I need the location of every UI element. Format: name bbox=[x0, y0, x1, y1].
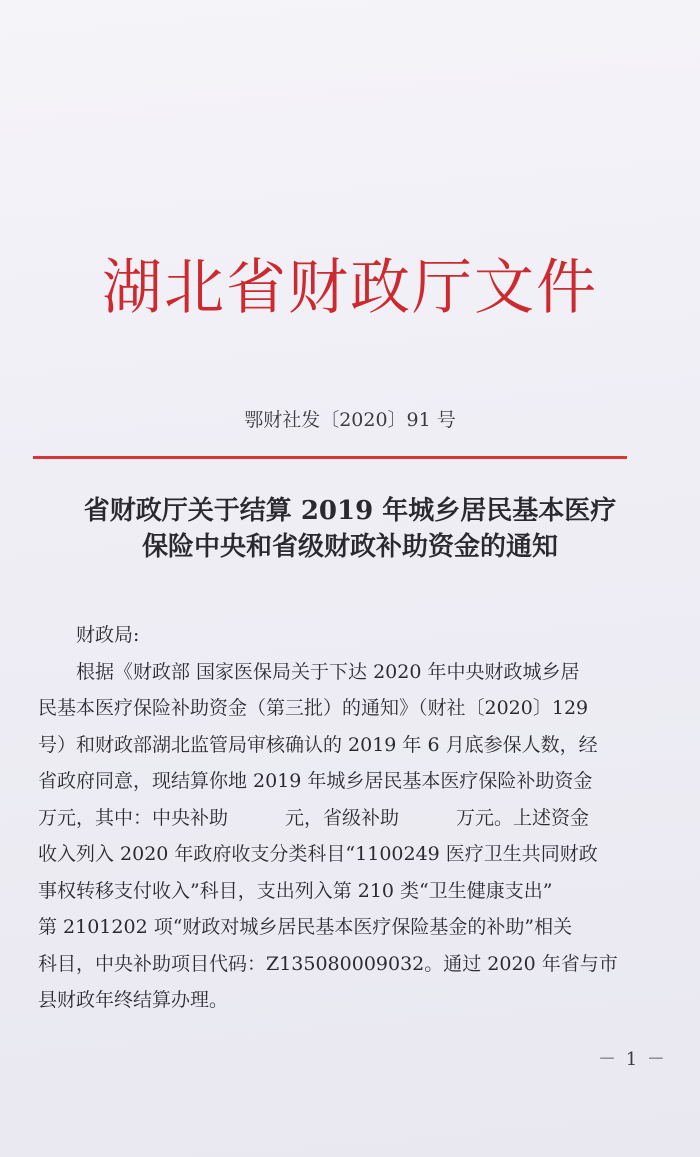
body-line: 县财政年终结算办理。 bbox=[38, 989, 229, 1011]
document-number: 鄂财社发〔2020〕91 号 bbox=[244, 409, 456, 431]
body-line: 第 2101202 项“财政对城乡居民基本医疗保险基金的补助”相关 bbox=[38, 916, 573, 938]
notice-title-line-1: 省财政厅关于结算 2019 年城乡居民基本医疗 bbox=[83, 496, 617, 526]
body-line: 科目，中央补助项目代码：Z135080009032。通过 2020 年省与市 bbox=[38, 952, 618, 975]
notice-body bbox=[38, 617, 650, 1019]
body-line: 号）和财政部湖北监管局审核确认的 2019 年 6 月底参保人数，经 bbox=[38, 733, 598, 756]
notice-title bbox=[0, 493, 700, 565]
notice-title-line-2: 保险中央和省级财政补助资金的通知 bbox=[141, 532, 558, 562]
body-line: 万元，其中：中央补助 元，省级补助 万元。上述资金 bbox=[38, 806, 590, 829]
body-line: 收入列入 2020 年政府收支分类科目“1100249 医疗卫生共同财政 bbox=[38, 843, 598, 865]
body-line: 省政府同意，现结算你地 2019 年城乡居民基本医疗保险补助资金 bbox=[38, 770, 593, 792]
salutation: 财政局: bbox=[76, 624, 140, 646]
red-divider-line bbox=[33, 456, 627, 459]
document-header-title: 湖北省财政厅文件 bbox=[102, 253, 598, 323]
body-line: 根据《财政部 国家医保局关于下达 2020 年中央财政城乡居 bbox=[76, 660, 580, 683]
body-line: 民基本医疗保险补助资金（第三批）的通知》（财社〔2020〕129 bbox=[38, 697, 589, 719]
page-number: － 1 － bbox=[598, 1049, 667, 1070]
body-line: 事权转移支付收入”科目，支出列入第 210 类“卫生健康支出” bbox=[38, 879, 553, 902]
